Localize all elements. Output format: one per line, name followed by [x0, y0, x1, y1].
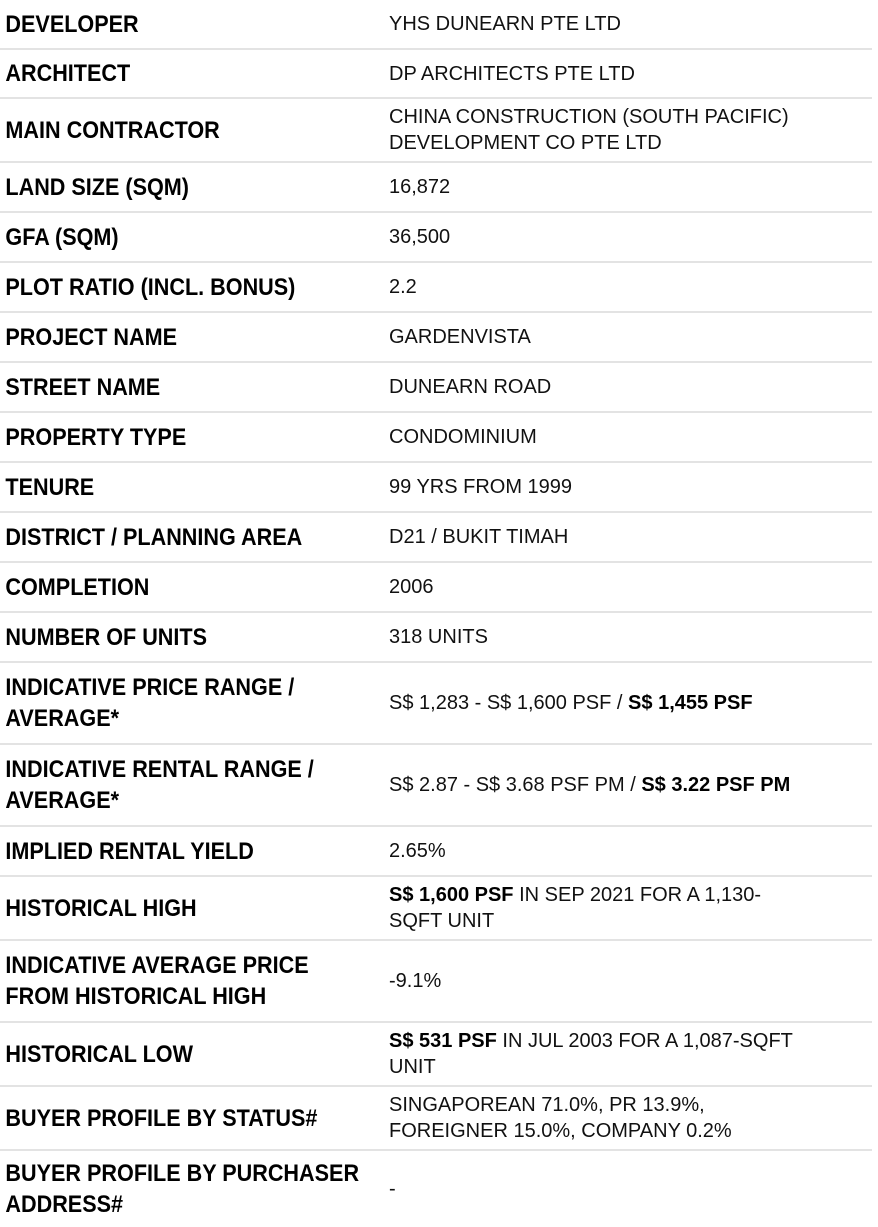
row-label-line: FROM HISTORICAL HIGH	[5, 983, 267, 1010]
table-row-number-of-units	[0, 613, 872, 663]
row-value: 2.2	[389, 276, 417, 298]
row-label: PROPERTY TYPE	[5, 423, 187, 451]
row-label: LAND SIZE (SQM)	[5, 173, 190, 201]
row-value: 318 UNITS	[389, 626, 488, 648]
table-row-indicative-price	[0, 663, 872, 745]
table-row-historical-low	[0, 1023, 872, 1087]
table-row-architect	[0, 50, 872, 99]
row-value-line: UNIT	[389, 1056, 436, 1078]
row-value	[383, 104, 872, 156]
row-label: TENURE	[5, 473, 95, 501]
row-value-plain: IN JUL 2003 FOR A 1,087-SQFT	[496, 1030, 793, 1052]
table-row-buyer-status	[0, 1087, 872, 1151]
row-label: BUYER PROFILE BY STATUS#	[5, 1104, 318, 1132]
row-value: -	[389, 1178, 396, 1200]
row-value	[383, 882, 872, 934]
row-value: CONDOMINIUM	[389, 426, 537, 448]
row-value: DUNEARN ROAD	[389, 376, 552, 398]
table-row-land-size	[0, 163, 872, 213]
row-label-line: INDICATIVE AVERAGE PRICE	[5, 952, 309, 979]
row-value: -9.1%	[389, 970, 442, 992]
row-label: HISTORICAL LOW	[5, 1040, 194, 1068]
row-label-line: ADDRESS#	[5, 1191, 124, 1218]
row-label: NUMBER OF UNITS	[5, 623, 208, 651]
row-value: 2.65%	[389, 840, 446, 862]
row-label-line: AVERAGE*	[5, 705, 120, 732]
row-value-line: SQFT UNIT	[389, 910, 495, 932]
table-row-avg-from-high	[0, 941, 872, 1023]
table-row-district	[0, 513, 872, 563]
row-label	[0, 672, 345, 734]
row-value-bold: S$ 531 PSF	[389, 1030, 497, 1052]
table-row-completion	[0, 563, 872, 613]
row-value: YHS DUNEARN PTE LTD	[389, 13, 621, 35]
row-value-line: DEVELOPMENT CO PTE LTD	[389, 132, 662, 154]
row-label: COMPLETION	[5, 573, 150, 601]
row-value	[383, 1028, 872, 1080]
table-row-indicative-rental	[0, 745, 872, 827]
row-value: D21 / BUKIT TIMAH	[389, 526, 569, 548]
table-row-historical-high	[0, 877, 872, 941]
row-value: 16,872	[389, 176, 451, 198]
row-label: PLOT RATIO (INCL. BONUS)	[5, 273, 296, 301]
table-row-plot-ratio	[0, 263, 872, 313]
row-label: STREET NAME	[5, 373, 161, 401]
row-value: DP ARCHITECTS PTE LTD	[389, 62, 635, 85]
row-label-line: INDICATIVE RENTAL RANGE /	[5, 756, 314, 783]
row-label-line: BUYER PROFILE BY PURCHASER	[5, 1160, 360, 1187]
table-row-street-name	[0, 363, 872, 413]
row-value-plain: IN SEP 2021 FOR A 1,130-	[513, 884, 762, 906]
row-label	[0, 950, 345, 1012]
row-label: DISTRICT / PLANNING AREA	[5, 523, 303, 551]
table-row-project-name	[0, 313, 872, 363]
row-value-line: SINGAPOREAN 71.0%, PR 13.9%,	[389, 1094, 705, 1116]
row-value-plain: S$ 1,283 - S$ 1,600 PSF /	[389, 692, 629, 714]
row-value	[383, 690, 872, 716]
row-value: GARDENVISTA	[389, 326, 531, 348]
row-label: PROJECT NAME	[5, 323, 178, 351]
table-row-buyer-address	[0, 1151, 872, 1227]
row-label	[0, 754, 345, 816]
row-label: ARCHITECT	[5, 60, 131, 87]
row-label: GFA (SQM)	[5, 223, 119, 251]
row-label: HISTORICAL HIGH	[5, 894, 197, 922]
row-value-bold: S$ 1,600 PSF	[389, 884, 514, 906]
row-value	[383, 1092, 872, 1144]
table-row-property-type	[0, 413, 872, 463]
row-value-plain: S$ 2.87 - S$ 3.68 PSF PM /	[389, 774, 642, 796]
row-value-line: CHINA CONSTRUCTION (SOUTH PACIFIC)	[389, 106, 789, 128]
row-value-line: FOREIGNER 15.0%, COMPANY 0.2%	[389, 1120, 732, 1142]
table-row-gfa	[0, 213, 872, 263]
table-row-main-contractor	[0, 99, 872, 163]
row-value: 2006	[389, 576, 434, 598]
row-label: IMPLIED RENTAL YIELD	[5, 837, 254, 865]
row-value-bold: S$ 3.22 PSF PM	[641, 774, 791, 796]
row-value: 36,500	[389, 226, 451, 248]
row-label: DEVELOPER	[5, 10, 139, 38]
row-label: MAIN CONTRACTOR	[5, 116, 220, 144]
row-value	[383, 772, 872, 798]
row-value-bold: S$ 1,455 PSF	[628, 692, 753, 714]
row-label-line: INDICATIVE PRICE RANGE /	[5, 674, 295, 701]
row-label-line: AVERAGE*	[5, 787, 120, 814]
row-value: 99 YRS FROM 1999	[389, 476, 573, 498]
table-row-developer	[0, 0, 872, 50]
row-label	[0, 1158, 360, 1220]
table-row-tenure	[0, 463, 872, 513]
table-row-implied-yield	[0, 827, 872, 877]
